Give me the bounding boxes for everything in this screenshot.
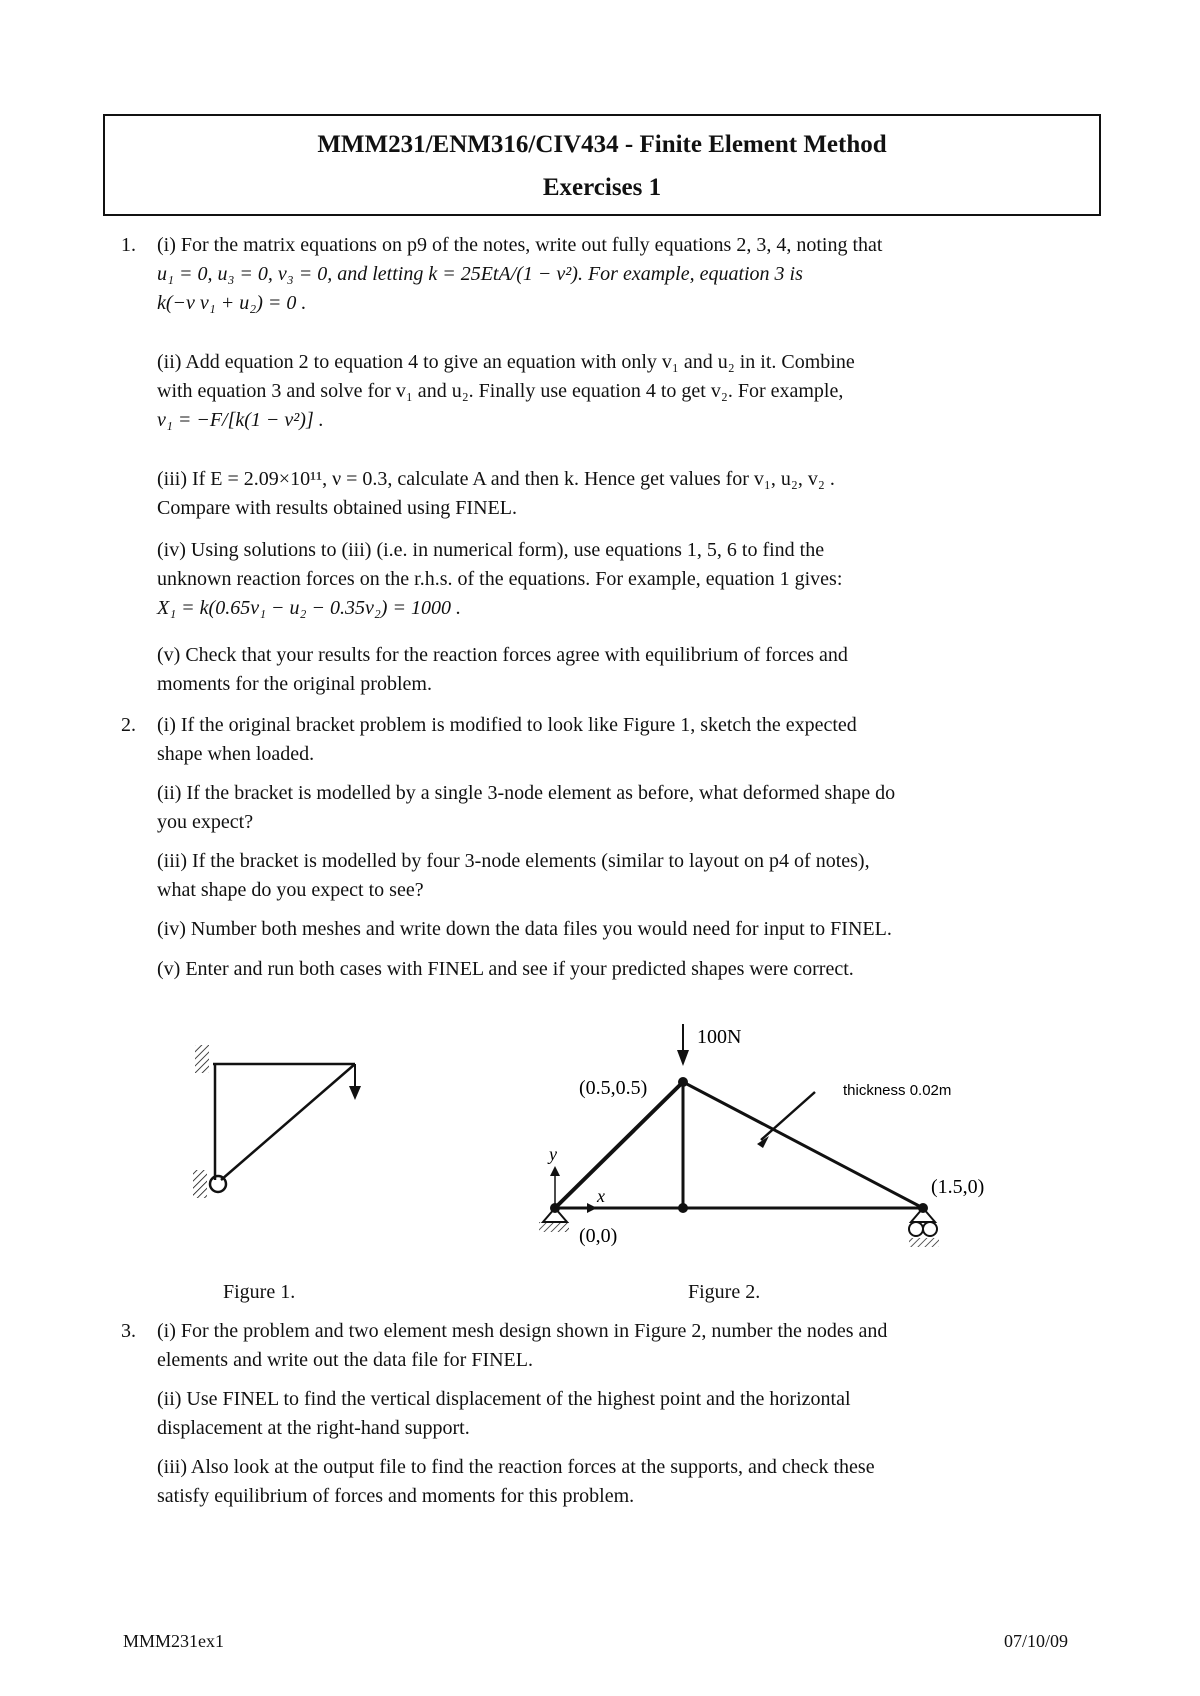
q3-ii-line-b: displacement at the right-hand support. — [157, 1417, 470, 1439]
footer-doc-id: MMM231ex1 — [123, 1631, 225, 1651]
q1-part-i — [157, 231, 1092, 318]
origin-coord: (0,0) — [579, 1225, 618, 1247]
wall-support-top — [195, 1045, 209, 1073]
q1-iv-line-c: X₁ = k(0.65v₁ − u₂ − 0.35v₂) = 1000 . — [157, 597, 461, 619]
q2-part-iii — [157, 847, 1092, 905]
q1-part-v — [157, 641, 1092, 699]
x-axis-arrow — [587, 1203, 597, 1213]
q3-part-ii — [157, 1385, 1092, 1443]
load-label: 100N — [697, 1026, 742, 1048]
q1-i-line-b: u₁ = 0, u₃ = 0, v₃ = 0, and letting k = 25EtA/(1 − ν²). For example, equation 3 is — [157, 263, 803, 285]
q1-iii-line-a: (iii) If E = 2.09×10¹¹, ν = 0.3, calculate A and then k. Hence get values for v₁, u₂, v₂ . — [157, 468, 835, 490]
diagonal-member — [221, 1064, 355, 1180]
q1-i-line-a: (i) For the matrix equations on p9 of the notes, write out fully equations 2, 3, 4, noting that — [157, 234, 883, 256]
roller-wheel-right — [923, 1222, 937, 1236]
figure-1-bracket — [185, 1040, 385, 1220]
wall-support-bottom — [193, 1170, 207, 1198]
q2-iii-line-a: (iii) If the bracket is modelled by four 3-node elements (similar to layout on p4 of notes), — [157, 850, 870, 872]
roller-wheel-left — [909, 1222, 923, 1236]
q2-part-iv — [157, 915, 1092, 944]
document-title: MMM231/ENM316/CIV434 - Finite Element Method — [317, 131, 887, 158]
thickness-label: thickness 0.02m — [843, 1082, 952, 1099]
thickness-pointer — [761, 1092, 815, 1140]
q1-part-iii — [157, 465, 1092, 523]
q3-iii-line-a: (iii) Also look at the output file to find the reaction forces at the supports, and check these — [157, 1456, 875, 1478]
q2-i-line-a: (i) If the original bracket problem is modified to look like Figure 1, sketch the expected — [157, 714, 857, 736]
question-number: 2. — [121, 714, 136, 736]
y-axis-label: y — [549, 1144, 557, 1164]
figure-2-caption: Figure 2. — [688, 1281, 761, 1303]
figure-1-caption: Figure 1. — [223, 1281, 296, 1303]
node-mid — [678, 1203, 688, 1213]
q1-iv-line-b: unknown reaction forces on the r.h.s. of the equations. For example, equation 1 gives: — [157, 568, 843, 590]
left-diagonal-member — [555, 1082, 683, 1208]
q1-ii-line-a: (ii) Add equation 2 to equation 4 to give an equation with only v₁ and u₂ in it. Combine — [157, 351, 855, 373]
q3-ii-line-a: (ii) Use FINEL to find the vertical displacement of the highest point and the horizontal — [157, 1388, 851, 1410]
title-box — [103, 114, 1101, 216]
question-number: 1. — [121, 234, 136, 256]
ground-hatch-origin — [539, 1222, 569, 1232]
q1-ii-line-c: v₁ = −F/[k(1 − ν²)] . — [157, 409, 324, 431]
q3-part-iii — [157, 1453, 1092, 1511]
q1-v-line-b: moments for the original problem. — [157, 673, 432, 695]
load-arrow-head — [349, 1086, 361, 1100]
q1-iii-line-b: Compare with results obtained using FINEL. — [157, 497, 517, 519]
q2-part-i — [157, 711, 1092, 769]
q2-iii-line-b: what shape do you expect to see? — [157, 879, 424, 901]
q1-i-line-c: k(−ν v₁ + u₂) = 0 . — [157, 292, 307, 314]
q3-i-line-b: elements and write out the data file for FINEL. — [157, 1349, 533, 1371]
q2-part-v — [157, 955, 1092, 984]
q2-v-line: (v) Enter and run both cases with FINEL and see if your predicted shapes were correct. — [157, 958, 854, 980]
q1-ii-line-b: with equation 3 and solve for v₁ and u₂. Finally use equation 4 to get v₂. For example, — [157, 380, 844, 402]
right-diagonal-member — [683, 1082, 923, 1208]
q1-iv-line-a: (iv) Using solutions to (iii) (i.e. in numerical form), use equations 1, 5, 6 to find the — [157, 539, 825, 561]
footer-date: 07/10/09 — [1004, 1631, 1069, 1651]
right-node-coord: (1.5,0) — [931, 1176, 985, 1198]
q2-part-ii — [157, 779, 1092, 837]
q2-iv-line: (iv) Number both meshes and write down the data files you would need for input to FINEL. — [157, 918, 892, 940]
x-axis-label: x — [597, 1186, 605, 1206]
figure-2-truss — [525, 1010, 995, 1265]
q2-ii-line-b: you expect? — [157, 811, 254, 833]
load-arrow-head — [677, 1050, 689, 1066]
q1-v-line-a: (v) Check that your results for the reaction forces agree with equilibrium of forces and — [157, 644, 848, 666]
node-top — [678, 1077, 688, 1087]
q1-part-ii — [157, 348, 1092, 435]
top-node-coord: (0.5,0.5) — [579, 1077, 648, 1099]
q3-part-i — [157, 1317, 1092, 1375]
q3-iii-line-b: satisfy equilibrium of forces and moments for this problem. — [157, 1485, 635, 1507]
q3-i-line-a: (i) For the problem and two element mesh design shown in Figure 2, number the nodes and — [157, 1320, 888, 1342]
q2-i-line-b: shape when loaded. — [157, 743, 315, 765]
ground-hatch-right — [909, 1238, 939, 1247]
q2-ii-line-a: (ii) If the bracket is modelled by a single 3-node element as before, what deformed shape do — [157, 782, 896, 804]
question-number: 3. — [121, 1320, 136, 1342]
document-subtitle: Exercises 1 — [542, 174, 662, 201]
y-axis-arrow — [550, 1166, 560, 1176]
q1-part-iv — [157, 536, 1092, 623]
